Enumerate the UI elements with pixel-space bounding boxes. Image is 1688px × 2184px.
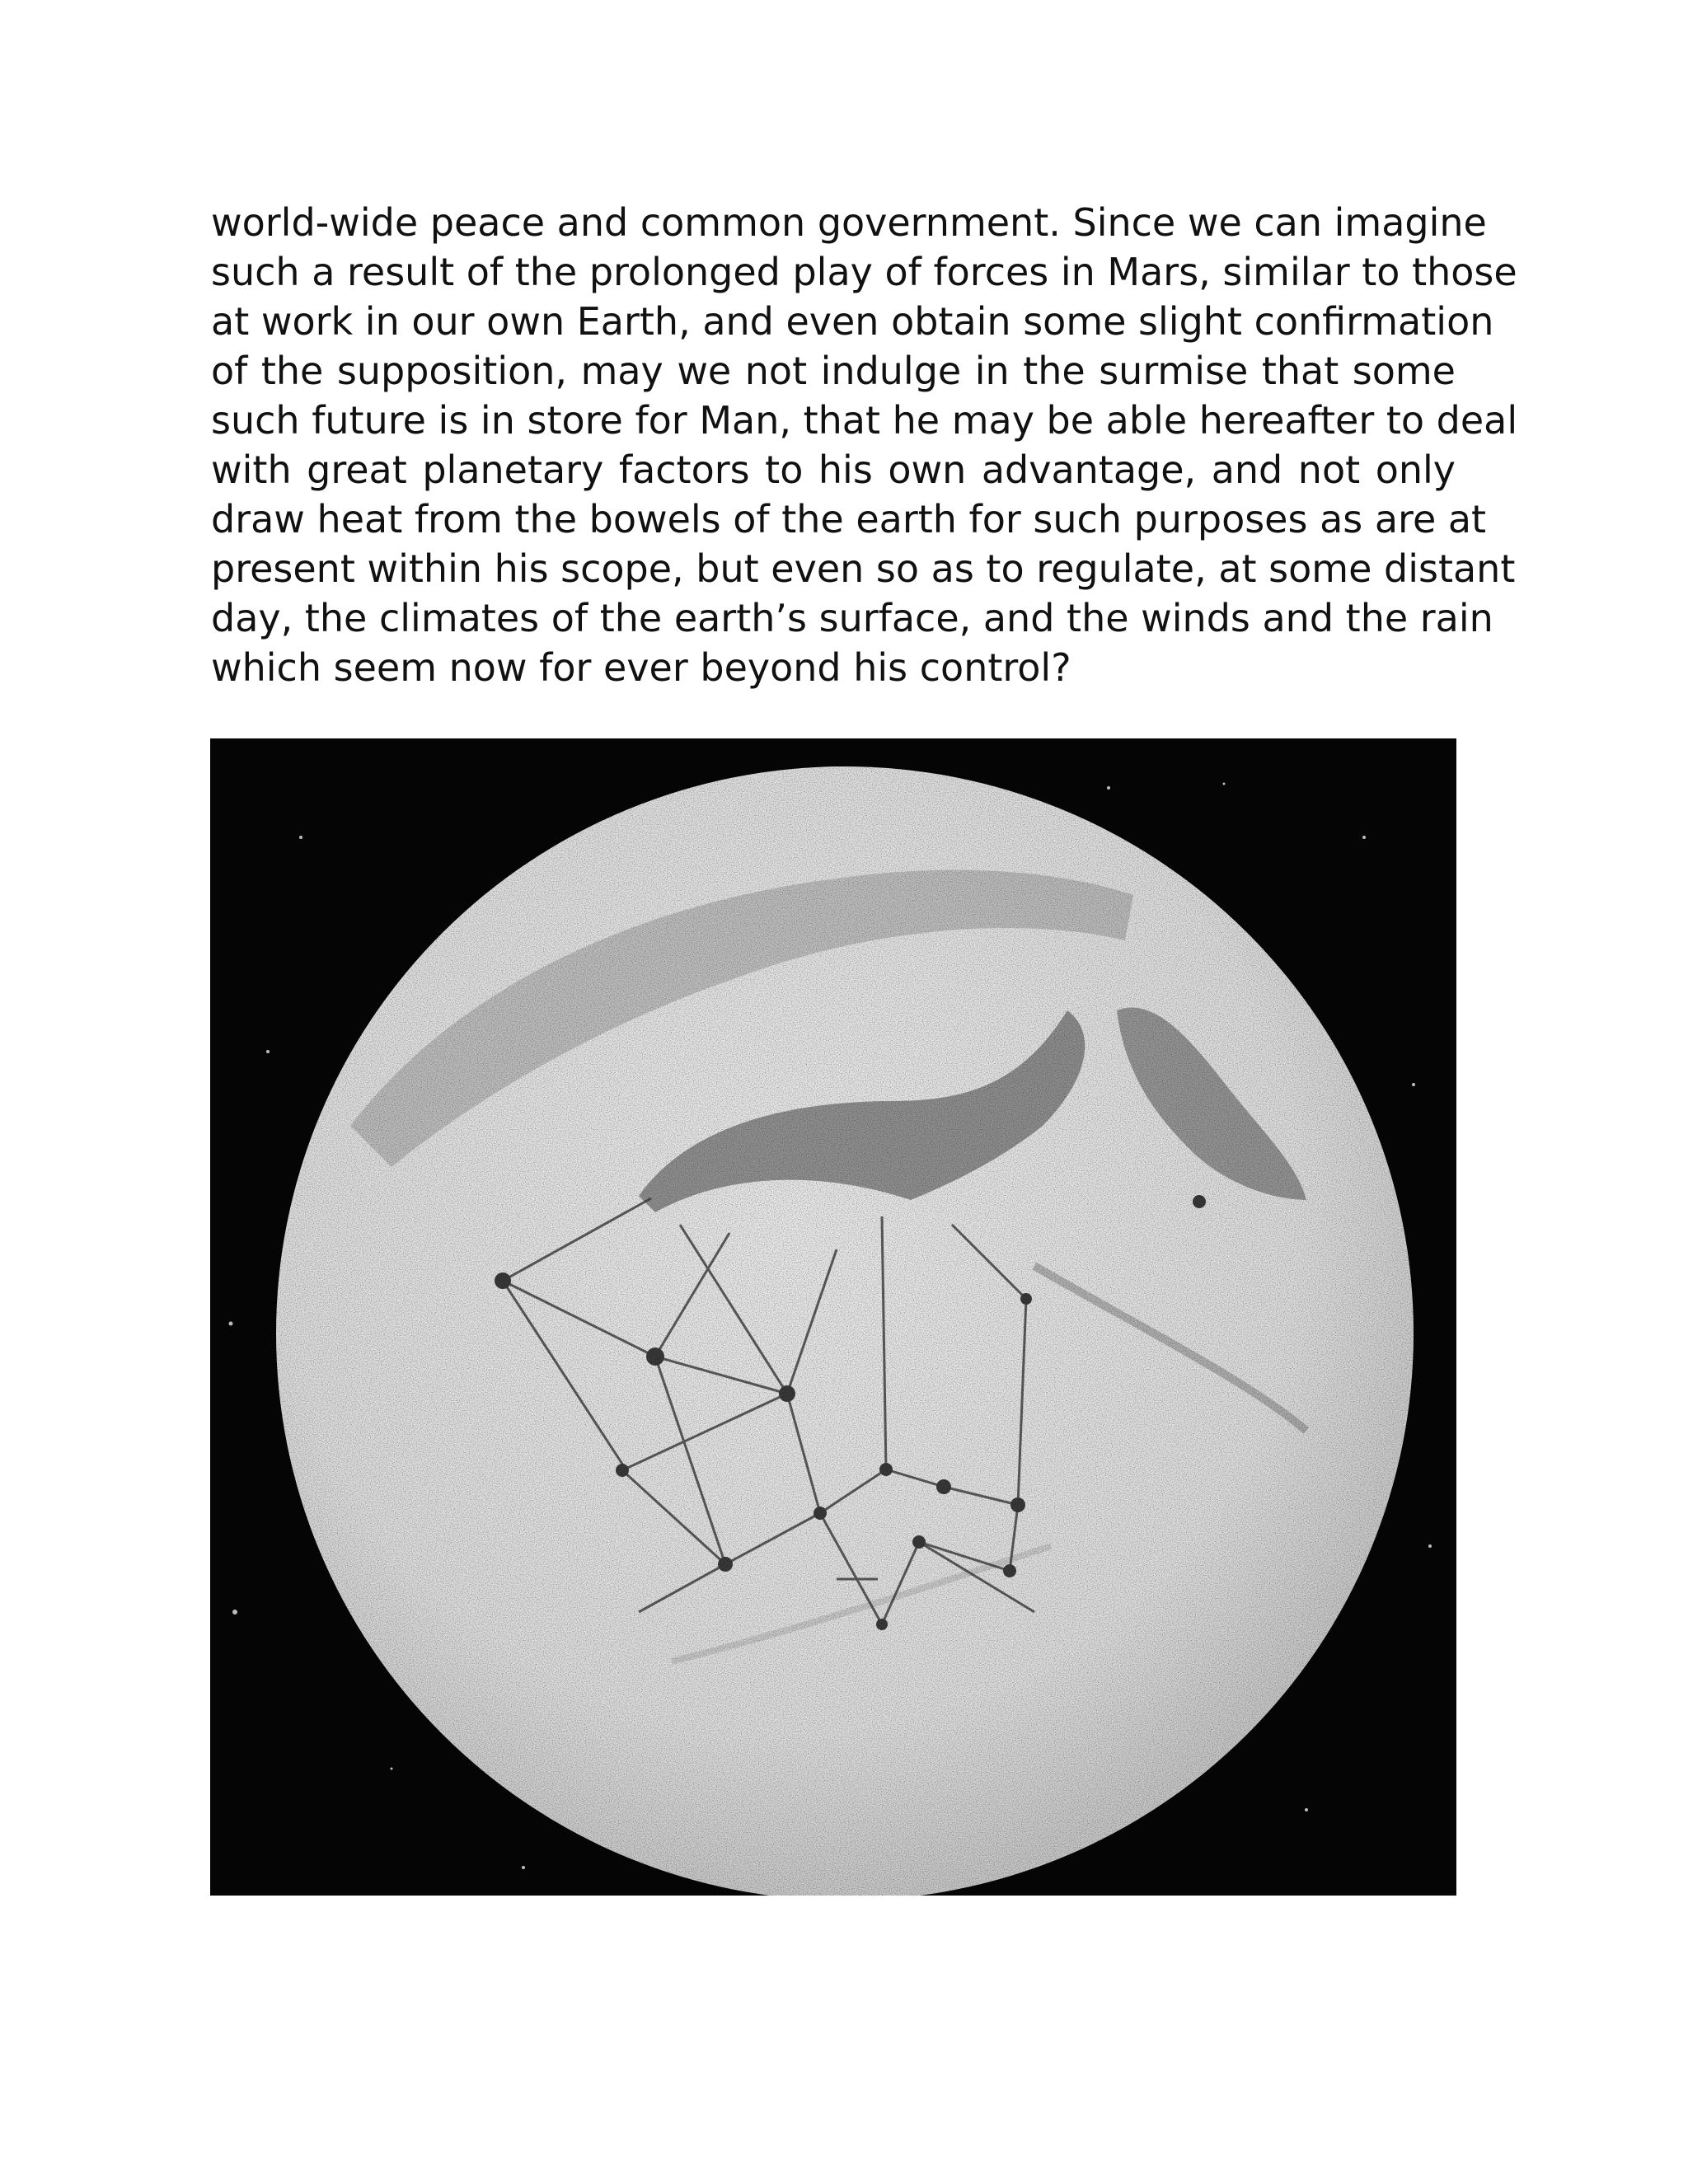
oasis-spot xyxy=(1010,1497,1025,1512)
oasis-spot xyxy=(646,1347,664,1366)
body-paragraph xyxy=(211,198,1518,692)
oasis-spot xyxy=(1193,1195,1206,1208)
text-line: draw heat from the bowels of the earth for such purposes as are at xyxy=(211,497,1487,541)
oasis-spot xyxy=(936,1479,951,1494)
oasis-spot xyxy=(718,1557,733,1572)
text-line: with great planetary factors to his own advantage, and not only xyxy=(211,448,1456,492)
text-line: such a result of the prolonged play of forces in Mars, similar to those xyxy=(211,250,1517,294)
oasis-spot xyxy=(1003,1564,1016,1577)
oasis-spot xyxy=(495,1272,511,1289)
oasis-spot xyxy=(876,1619,888,1630)
text-line: world-wide peace and common government. Since we can imagine xyxy=(211,200,1487,245)
text-line: present within his scope, but even so as to regulate, at some distant xyxy=(211,546,1516,591)
oasis-spot xyxy=(779,1385,795,1402)
text-line: such future is in store for Man, that he may be able hereafter to deal xyxy=(211,398,1518,443)
text-line: at work in our own Earth, and even obtain some slight confirmation xyxy=(211,299,1494,344)
text-line: which seem now for ever beyond his control? xyxy=(211,645,1071,690)
text-line: of the supposition, may we not indulge in the surmise that some xyxy=(211,349,1456,393)
mars-disc xyxy=(276,766,1414,1896)
mars-drawing-svg xyxy=(210,738,1456,1896)
oasis-spot xyxy=(814,1507,827,1520)
oasis-spot xyxy=(616,1464,629,1477)
oasis-spot xyxy=(879,1463,893,1476)
oasis-spot xyxy=(1020,1293,1032,1305)
text-line: day, the climates of the earth’s surface, and the winds and the rain xyxy=(211,596,1493,640)
mars-drawing-figure xyxy=(210,738,1456,1896)
oasis-spot xyxy=(912,1535,926,1549)
